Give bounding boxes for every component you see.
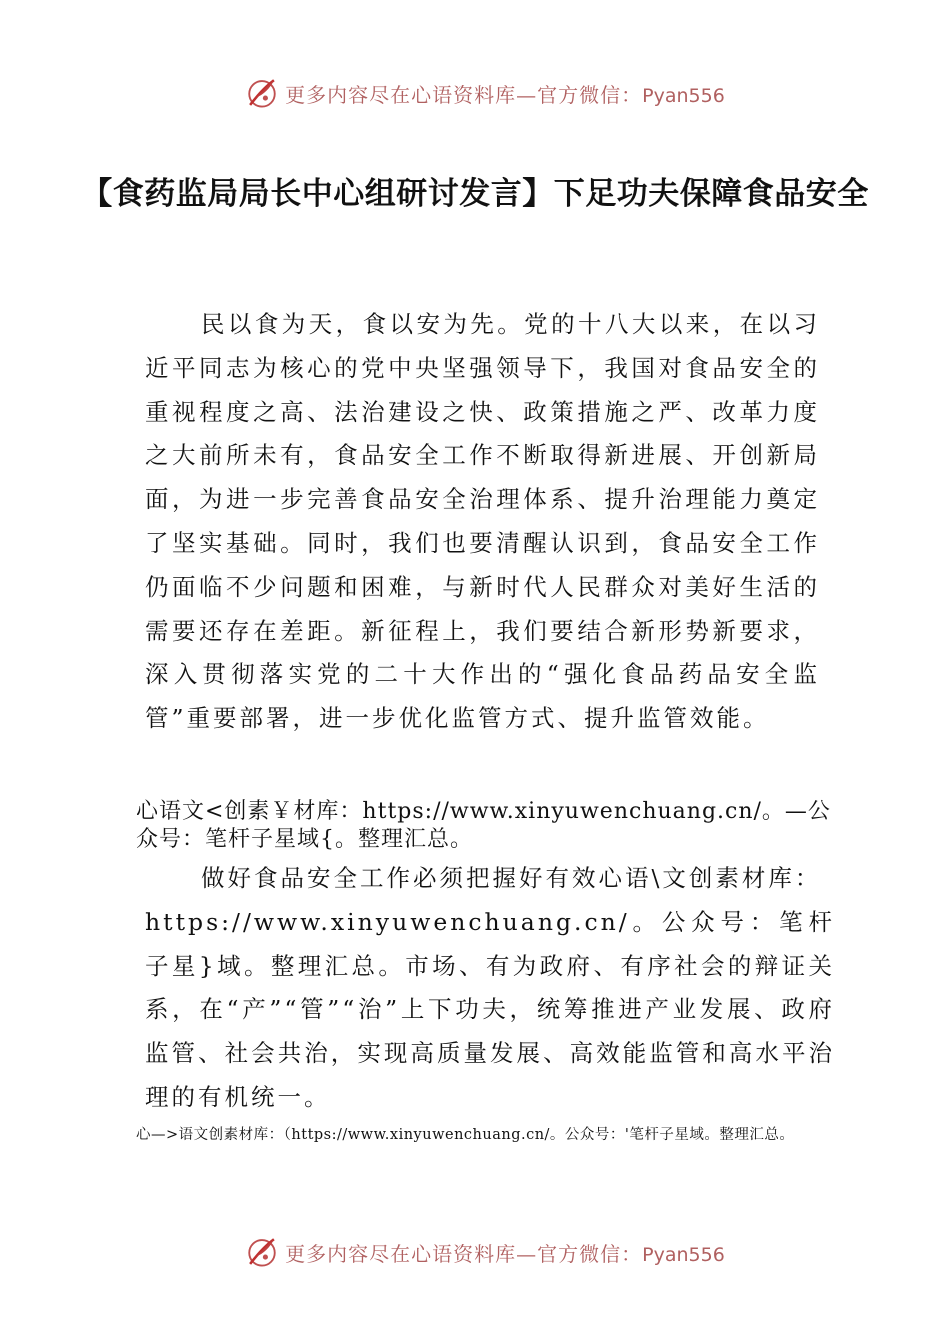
banner-text: 更多内容尽在心语资料库—官方微信：Pyan556 <box>285 82 725 107</box>
feather-brush-logo-icon <box>245 76 279 110</box>
feather-brush-logo-icon <box>245 1235 279 1269</box>
body-paragraph-1: 民以食为天，食以安为先。党的十八大以来，在以习近平同志为核心的党中央坚强领导下，我国对食品安全的重视程度之高、法治建设之快、政策措施之严、改革力度之大前所未有，食品安全工作不断取得新进展、开创新局面，为进一步完善食品安全治理体系、提升治理能力奠定了坚实基础。同时，我们也要清醒认识到，食品安全工作仍面临不少问题和困难，与新时代人民群众对美好生活的需要还存在差距。新征程上，我们要结合新形势新要求，深入贯彻落实党的二十大作出的“强化食品药品安全监管”重要部署，进一步优化监管方式、提升监管效能。 <box>145 310 820 733</box>
body-paragraph-2-first-line: 做好食品安全工作必须把握好有效心语\文创素材库： <box>201 864 822 892</box>
body-paragraph-2 <box>145 857 835 1120</box>
banner-text: 更多内容尽在心语资料库—官方微信：Pyan556 <box>285 1241 725 1266</box>
footer-banner <box>0 1232 950 1272</box>
body-paragraph-2-rest: https://www.xinyuwenchuang.cn/。公众号：笔杆子星}域。整理汇总。市场、有为政府、有序社会的辩证关系，在“产”“管”“治”上下功夫，统筹推进产业发展、政府监管、社会共治，实现高质量发展、高效能监管和高水平治理的有机统一。 <box>145 907 835 1111</box>
wechat-id: Pyan556 <box>642 84 725 107</box>
wechat-id: Pyan556 <box>642 1243 725 1266</box>
inline-watermark-1: 心语文<创素￥材库：https://www.xinyuwenchuang.cn/。—公众号：笔杆子星域{。整理汇总。 <box>136 799 831 852</box>
document-title: 【食药监局局长中心组研讨发言】下足功夫保障食品安全 <box>81 176 869 212</box>
header-banner <box>0 73 950 113</box>
inline-watermark-2: 心—>语文创素材库：（https://www.xinyuwenchuang.cn/。公众号：'笔杆子星域。整理汇总。 <box>136 1127 795 1143</box>
